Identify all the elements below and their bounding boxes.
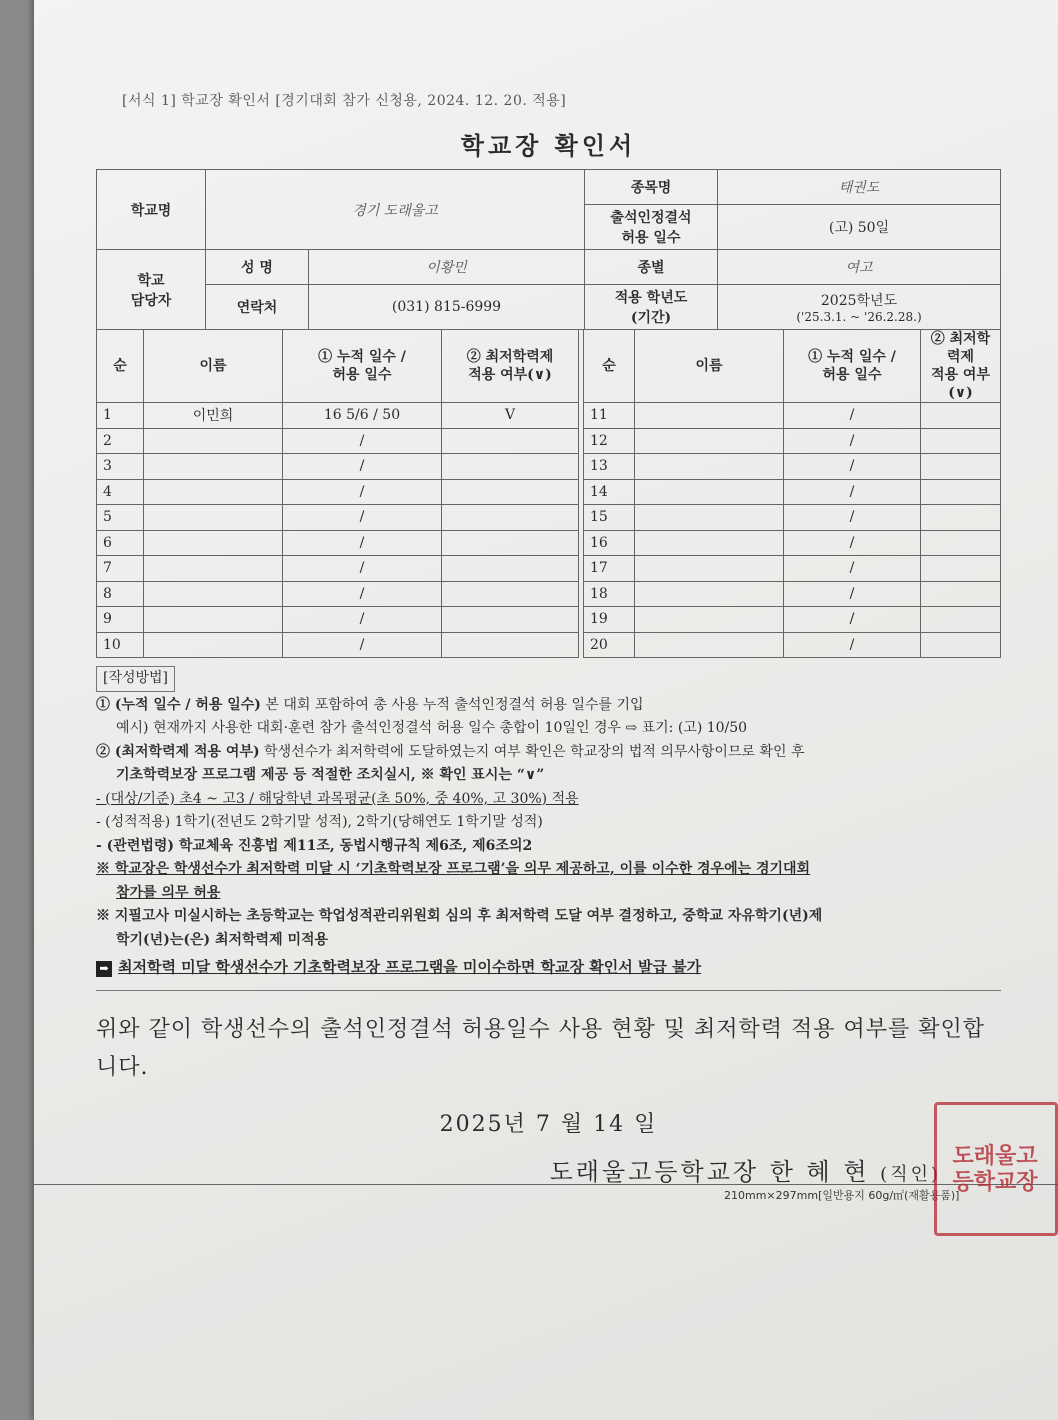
col-no-right: 순 xyxy=(584,330,635,403)
row-check xyxy=(921,530,1001,556)
row-check xyxy=(442,632,579,658)
row-name xyxy=(144,556,283,582)
divider xyxy=(96,990,1001,991)
form-header: [서식 1] 학교장 확인서 [경기대회 참가 신청용, 2024. 12. 20. 적용] xyxy=(122,93,567,109)
row-days: / xyxy=(283,505,442,531)
row-no: 15 xyxy=(584,505,635,531)
row-check xyxy=(921,607,1001,633)
row-no: 12 xyxy=(584,428,635,454)
name-label: 성 명 xyxy=(206,250,309,285)
row-days: / xyxy=(784,428,921,454)
method-detail-3: - (관련법령) 학교체육 진흥법 제11조, 동법시행규칙 제6조, 제6조의2 xyxy=(96,837,533,854)
name-value: 이황민 xyxy=(309,250,585,285)
row-name: 이민희 xyxy=(144,403,283,429)
row-check xyxy=(921,556,1001,582)
row-name xyxy=(144,454,283,480)
row-no: 11 xyxy=(584,403,635,429)
row-name xyxy=(144,632,283,658)
row-check xyxy=(921,403,1001,429)
col-name: 이름 xyxy=(144,330,283,403)
row-check xyxy=(921,479,1001,505)
table-row xyxy=(97,454,1001,480)
table-row xyxy=(97,505,1001,531)
row-name xyxy=(635,403,784,429)
sport-value: 태권도 xyxy=(718,170,1001,205)
row-days: / xyxy=(784,505,921,531)
col-academic-right: ② 최저학력제 적용 여부(∨) xyxy=(921,330,1001,403)
period-value: ('25.3.1. ~ '26.2.28.) xyxy=(796,310,922,324)
table-row xyxy=(97,403,1001,429)
contact-value: (031) 815-6999 xyxy=(309,285,585,330)
row-name xyxy=(635,607,784,633)
row-name xyxy=(144,607,283,633)
note-2: ※ 지필고사 미실시하는 초등학교는 학업성적관리위원회 심의 후 최저학력 도달 여부 결정하고, 중학교 자유학기(년)제 xyxy=(96,908,823,924)
row-check xyxy=(442,581,579,607)
row-check: V xyxy=(442,403,579,429)
signature-date: 2025년 7 월 14 일 xyxy=(439,1111,658,1137)
row-check xyxy=(921,505,1001,531)
row-no: 1 xyxy=(97,403,144,429)
col-no: 순 xyxy=(97,330,144,403)
row-no: 13 xyxy=(584,454,635,480)
row-no: 5 xyxy=(97,505,144,531)
row-name xyxy=(144,505,283,531)
manager-label: 학교 담당자 xyxy=(97,250,206,330)
note-1: ※ 학교장은 학생선수가 최저학력 미달 시 ‘기초학력보장 프로그램’을 의무 제공하고, 이를 이수한 경우에는 경기대회 xyxy=(96,861,811,877)
seal-text: 도래울고등학교장 xyxy=(952,1143,1038,1195)
document-content xyxy=(96,90,1001,1187)
row-days: 16 5/6 / 50 xyxy=(283,403,442,429)
row-check xyxy=(921,454,1001,480)
row-name xyxy=(635,556,784,582)
row-no: 2 xyxy=(97,428,144,454)
row-name xyxy=(144,428,283,454)
row-check xyxy=(442,607,579,633)
col-name-right: 이름 xyxy=(635,330,784,403)
row-days: / xyxy=(784,556,921,582)
col-days: ① 누적 일수 / 허용 일수 xyxy=(283,330,442,403)
principal-name: 도래울고등학교장 한 혜 현 (직인) xyxy=(549,1157,941,1186)
row-no: 16 xyxy=(584,530,635,556)
note-2-cont: 학기(년)는(은) 최저학력제 미적용 xyxy=(116,931,329,948)
method-1: ① (누적 일수 / 허용 일수) 본 대회 포함하여 총 사용 누적 출석인정결석 허용 일수를 기입 xyxy=(96,696,644,713)
row-check xyxy=(921,581,1001,607)
contact-label: 연락처 xyxy=(206,285,309,330)
row-days: / xyxy=(784,479,921,505)
table-row xyxy=(97,607,1001,633)
row-name xyxy=(144,479,283,505)
table-row xyxy=(97,479,1001,505)
table-row xyxy=(97,556,1001,582)
sign-label: (직인) xyxy=(880,1163,941,1185)
row-no: 4 xyxy=(97,479,144,505)
row-check xyxy=(921,428,1001,454)
allowed-days-value: (고) 50일 xyxy=(718,205,1001,250)
row-no: 19 xyxy=(584,607,635,633)
row-name xyxy=(635,581,784,607)
note-1-cont: 참가를 의무 허용 xyxy=(116,884,221,901)
row-check xyxy=(442,505,579,531)
paper-spec: 210mm×297mm[일반용지 60g/㎡(재활용품)] xyxy=(724,1189,960,1202)
method-title: [작성방법] xyxy=(96,666,175,692)
row-name xyxy=(635,454,784,480)
row-no: 14 xyxy=(584,479,635,505)
row-days: / xyxy=(283,479,442,505)
row-name xyxy=(635,428,784,454)
confirm-text: 위와 같이 학생선수의 출석인정결석 허용일수 사용 현황 및 최저학력 적용 여부를 확인합니다. xyxy=(96,1016,985,1080)
row-check xyxy=(442,479,579,505)
row-days: / xyxy=(784,607,921,633)
row-no: 9 xyxy=(97,607,144,633)
row-days: / xyxy=(283,581,442,607)
row-name xyxy=(635,530,784,556)
official-seal xyxy=(934,1102,1058,1236)
arrow-icon: ➡ xyxy=(96,961,112,977)
row-days: / xyxy=(283,530,442,556)
table-row xyxy=(97,530,1001,556)
row-no: 6 xyxy=(97,530,144,556)
row-no: 18 xyxy=(584,581,635,607)
method-2: ② (최저학력제 적용 여부) 학생선수가 최저학력에 도달하였는지 여부 확인은 학교장의 법적 의무사항이므로 확인 후 xyxy=(96,743,805,760)
col-academic: ② 최저학력제 적용 여부(∨) xyxy=(442,330,579,403)
row-no: 3 xyxy=(97,454,144,480)
paper-sheet xyxy=(34,0,1058,1420)
table-row xyxy=(97,428,1001,454)
year-value: 2025학년도 xyxy=(820,293,898,309)
row-no: 8 xyxy=(97,581,144,607)
row-no: 10 xyxy=(97,632,144,658)
row-days: / xyxy=(283,607,442,633)
student-list-table xyxy=(96,329,1001,658)
row-days: / xyxy=(283,556,442,582)
row-days: / xyxy=(283,454,442,480)
row-name xyxy=(635,632,784,658)
row-name xyxy=(635,479,784,505)
row-days: / xyxy=(784,454,921,480)
row-name xyxy=(144,581,283,607)
method-detail-1: - (대상/기준) 초4 ~ 고3 / 해당학년 과목평균(초 50%, 중 40%, 고 30%) 적용 xyxy=(96,790,579,807)
row-check xyxy=(442,530,579,556)
method-2-line2: 기초학력보장 프로그램 제공 등 적절한 조치실시, ※ 확인 표시는 “∨” xyxy=(116,767,545,783)
col-days-right: ① 누적 일수 / 허용 일수 xyxy=(784,330,921,403)
warning-line: ➡ 최저학력 미달 학생선수가 기초학력보장 프로그램을 미이수하면 학교장 확인서 발급 불가 xyxy=(96,956,1001,980)
method-1-example: 예시) 현재까지 사용한 대회·훈련 참가 출석인정결석 허용 일수 총합이 10일인 경우 ⇨ 표기: (고) 10/50 xyxy=(116,720,748,736)
row-no: 7 xyxy=(97,556,144,582)
row-name xyxy=(635,505,784,531)
row-days: / xyxy=(784,530,921,556)
row-days: / xyxy=(784,403,921,429)
school-value: 경기 도래울고 xyxy=(206,170,585,250)
row-no: 20 xyxy=(584,632,635,658)
row-check xyxy=(442,454,579,480)
info-table xyxy=(96,169,1001,330)
category-value: 여고 xyxy=(718,250,1001,285)
row-check xyxy=(442,556,579,582)
row-name xyxy=(144,530,283,556)
table-row xyxy=(97,581,1001,607)
row-check xyxy=(442,428,579,454)
row-days: / xyxy=(784,581,921,607)
year-cell xyxy=(718,285,1001,330)
row-days: / xyxy=(784,632,921,658)
method-detail-2: - (성적적용) 1학기(전년도 2학기말 성적), 2학기(당해연도 1학기말 성적) xyxy=(96,814,543,830)
writing-method xyxy=(96,666,1001,980)
year-label: 적용 학년도 (기간) xyxy=(585,285,718,330)
allowed-days-label: 출석인정결석 허용 일수 xyxy=(585,205,718,250)
table-row xyxy=(97,632,1001,658)
document-title: 학교장 확인서 xyxy=(460,131,637,160)
footer-line xyxy=(34,1184,1058,1185)
row-no: 17 xyxy=(584,556,635,582)
sport-label: 종목명 xyxy=(585,170,718,205)
school-label: 학교명 xyxy=(97,170,206,250)
row-days: / xyxy=(283,428,442,454)
category-label: 종별 xyxy=(585,250,718,285)
row-check xyxy=(921,632,1001,658)
row-days: / xyxy=(283,632,442,658)
